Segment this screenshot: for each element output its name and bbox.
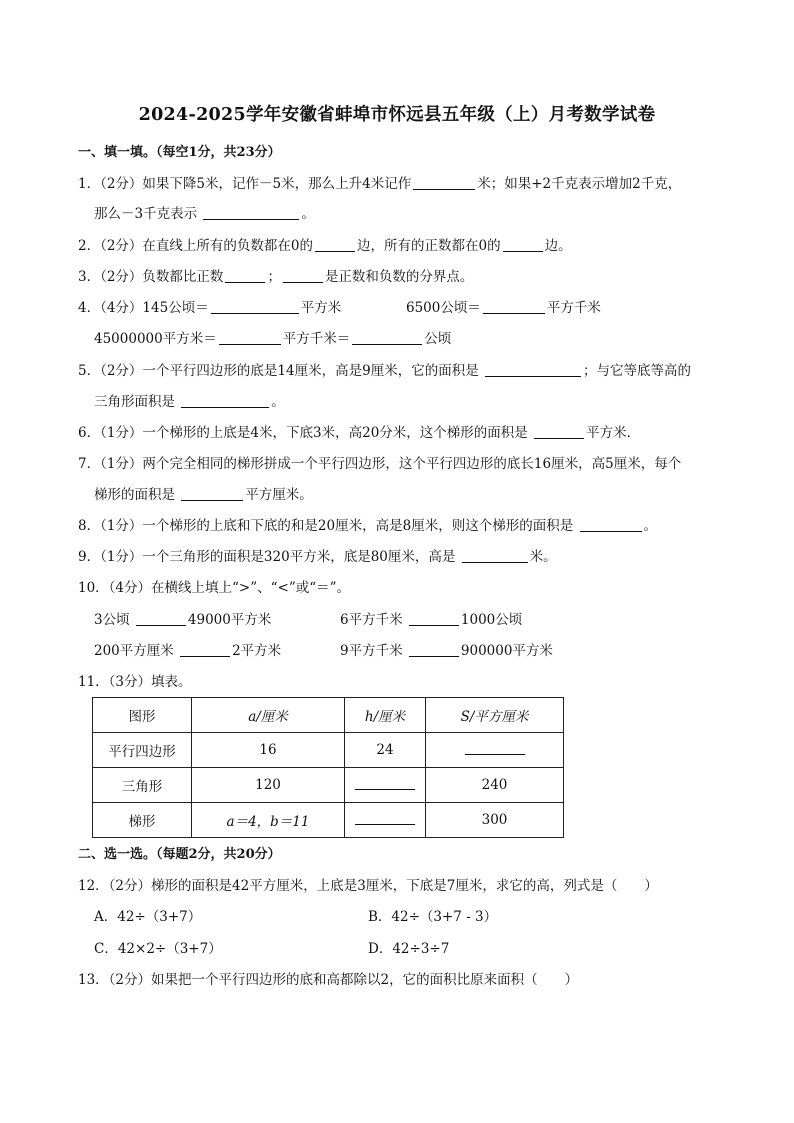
table-header-cell: h/厘米 (345, 698, 426, 733)
q5-text-b: ；与它等底等高的 (583, 363, 691, 379)
q4-text-c: 6500公顷＝ (406, 300, 481, 316)
question-5-line-1 (78, 361, 691, 381)
q5-text-c: 三角形面积是 (94, 394, 175, 410)
q10-r2-left-b: 2平方米 (232, 643, 282, 659)
q5-blank-2[interactable] (181, 393, 269, 408)
question-6 (78, 423, 640, 443)
table-header-cell: S/平方厘米 (426, 698, 564, 733)
q3-text-a: 3．（2分）负数都比正数 (78, 269, 224, 285)
question-1-line-1 (78, 174, 681, 194)
q1-text-d: 。 (301, 206, 315, 222)
q10-row-1-right (340, 610, 522, 630)
table-cell: 梯形 (93, 803, 192, 838)
q10-r2-right-a: 9平方千米 (340, 643, 403, 659)
q4-text-d: 平方千米 (546, 300, 601, 316)
q10-r1-left-b: 49000平方米 (187, 612, 272, 628)
table-blank-line[interactable] (355, 812, 415, 825)
question-5-line-2 (94, 392, 285, 412)
q4-text-e: 45000000平方米＝ (94, 331, 217, 347)
q13-text-a: 13．（2分）如果把一个平行四边形的底和高都除以2，它的面积比原来面积（ ） (78, 972, 579, 988)
table-header-cell: 图形 (93, 698, 192, 733)
question-9 (78, 547, 557, 567)
table-cell: a＝4，b＝11 (192, 803, 345, 838)
q12-option-a[interactable]: A．42÷（3+7） (94, 909, 202, 925)
table-cell-blank[interactable] (426, 733, 564, 768)
q9-text-a: 9．（1分）一个三角形的面积是320平方米，底是80厘米，高是 (78, 549, 456, 565)
q5-blank-1[interactable] (485, 362, 581, 377)
q10-r1-left-a: 3公顷 (94, 612, 130, 628)
q10-r1-right-a: 6平方千米 (340, 612, 403, 628)
question-4-line-2 (94, 329, 451, 349)
question-13 (78, 970, 578, 990)
q12-text-a: 12．（2分）梯形的面积是42平方厘米，上底是3厘米，下底是7厘米，求它的高，列式是（ ） (78, 878, 658, 894)
q9-text-b: 米。 (529, 549, 557, 565)
table-row (93, 803, 564, 838)
q8-text-a: 8．（1分）一个梯形的上底和下底的和是20厘米，高是8厘米，则这个梯形的面积是 (78, 518, 574, 534)
q6-blank-1[interactable] (534, 424, 584, 439)
q10-r2-right-b: 900000平方米 (460, 643, 553, 659)
q1-text-c: 那么－3千克表示 (94, 206, 198, 222)
q8-text-b: 。 (643, 518, 657, 534)
question-7-line-1 (78, 454, 681, 474)
q2-blank-1[interactable] (315, 237, 355, 252)
q3-text-b: ； (267, 269, 281, 285)
table-blank-line[interactable] (465, 742, 525, 755)
q10-row-1-left (94, 610, 271, 630)
q7-blank-1[interactable] (181, 486, 243, 501)
q10-row-2-right (340, 641, 553, 661)
q10-r2-left-a: 200平方厘米 (94, 643, 174, 659)
q10-blank-4[interactable] (409, 642, 459, 657)
table-cell: 24 (345, 733, 426, 768)
table-cell-blank[interactable] (345, 803, 426, 838)
table-row (93, 733, 564, 768)
page-title: 2024-2025学年安徽省蚌埠市怀远县五年级（上）月考数学试卷 (138, 105, 656, 125)
q2-text-c: 边。 (544, 238, 572, 254)
q4-blank-1[interactable] (211, 299, 299, 314)
table-blank-line[interactable] (355, 777, 415, 790)
question-2 (78, 236, 572, 256)
question-11 (78, 672, 192, 692)
q10-blank-3[interactable] (180, 642, 230, 657)
q9-blank-1[interactable] (462, 548, 528, 563)
table-row (93, 768, 564, 803)
q7-text-a: 7．（1分）两个完全相同的梯形拼成一个平行四边形，这个平行四边形的底长16厘米，高5厘米，每个 (78, 456, 682, 472)
q4-blank-3[interactable] (219, 330, 281, 345)
q1-text-b: 米；如果+2千克表示增加2千克， (477, 176, 682, 192)
table-cell: 平行四边形 (93, 733, 192, 768)
q11-text-a: 11．（3分）填表。 (78, 674, 192, 690)
table-cell: 300 (426, 803, 564, 838)
q10-row-2-left (94, 641, 281, 661)
table-cell: 三角形 (93, 768, 192, 803)
fill-table (92, 697, 564, 838)
q2-blank-2[interactable] (503, 237, 543, 252)
q5-text-d: 。 (271, 394, 285, 410)
table-header-cell: a/厘米 (192, 698, 345, 733)
question-3 (78, 267, 473, 287)
q1-blank-1[interactable] (413, 175, 475, 190)
table-header-row (93, 698, 564, 733)
q2-text-b: 边，所有的正数都在0的 (357, 238, 501, 254)
q3-text-c: 是正数和负数的分界点。 (324, 269, 474, 285)
question-12 (78, 876, 658, 896)
q12-option-d[interactable]: D．42÷3÷7 (368, 941, 450, 957)
q1-blank-2[interactable] (203, 205, 299, 220)
q12-option-c[interactable]: C．42×2÷（3+7） (94, 941, 222, 957)
q3-blank-1[interactable] (225, 268, 265, 283)
q10-r1-right-b: 1000公顷 (460, 612, 523, 628)
q4-text-a: 4．（4分）145公顷＝ (78, 300, 209, 316)
question-8 (78, 516, 657, 536)
q10-blank-2[interactable] (409, 611, 459, 626)
q12-option-b[interactable]: B．42÷（3+7 - 3） (368, 909, 498, 925)
q10-blank-1[interactable] (136, 611, 186, 626)
q6-text-a: 6．（1分）一个梯形的上底是4米，下底3米，高20分米，这个梯形的面积是 (78, 425, 528, 441)
q2-text-a: 2．（2分）在直线上所有的负数都在0的 (78, 238, 314, 254)
q8-blank-1[interactable] (580, 517, 642, 532)
q3-blank-2[interactable] (283, 268, 323, 283)
q10-text-a: 10．（4分）在横线上填上“>”、“<”或“＝”。 (78, 580, 351, 596)
q4-blank-4[interactable] (352, 330, 422, 345)
question-1-line-2 (94, 204, 315, 224)
q7-text-b: 梯形的面积是 (94, 487, 175, 503)
table-cell-blank[interactable] (345, 768, 426, 803)
question-10 (78, 578, 350, 598)
q4-text-g: 公顷 (424, 331, 452, 347)
question-4-line-1-right (406, 298, 601, 318)
q6-text-b: 平方米． (586, 425, 641, 441)
q7-text-c: 平方厘米。 (245, 487, 313, 503)
q1-text-a: 1．（2分）如果下降5米，记作－5米，那么上升4米记作 (78, 176, 412, 192)
q4-blank-2[interactable] (483, 299, 545, 314)
question-7-line-2 (94, 485, 313, 505)
table-cell: 240 (426, 768, 564, 803)
q4-text-f: 平方千米＝ (282, 331, 351, 347)
q4-text-b: 平方米 (300, 300, 342, 316)
question-4-line-1 (78, 298, 341, 318)
table-cell: 120 (192, 768, 345, 803)
table-cell: 16 (192, 733, 345, 768)
q5-text-a: 5．（2分）一个平行四边形的底是14厘米，高是9厘米，它的面积是 (78, 363, 479, 379)
section-heading-fill: 一、填一填。（每空1分，共23分） (78, 145, 281, 160)
section-heading-choice: 二、选一选。（每题2分，共20分） (78, 847, 281, 862)
